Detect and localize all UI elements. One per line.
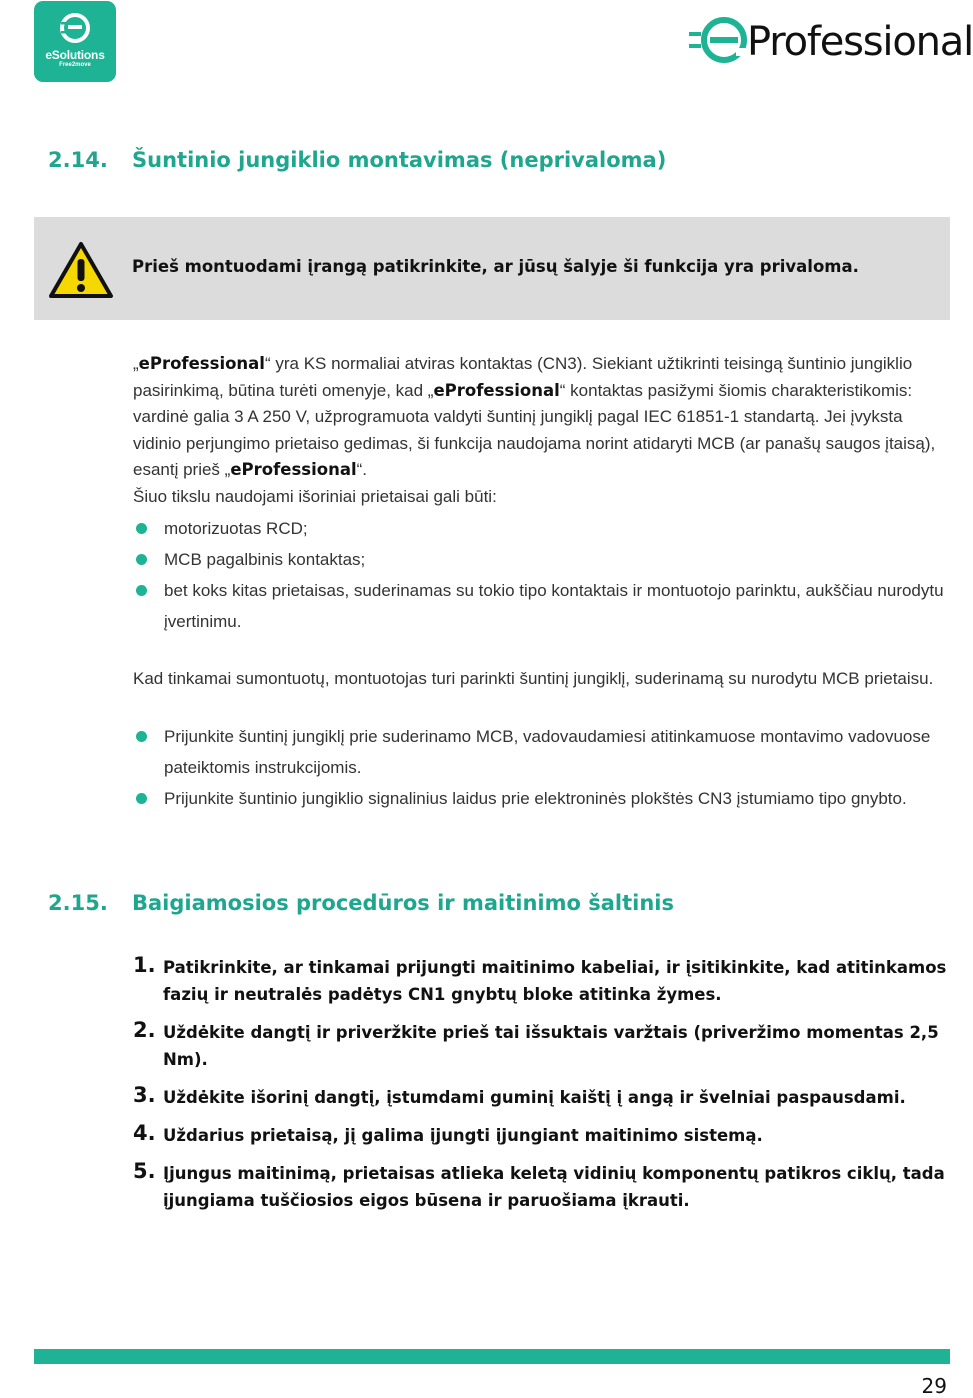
step-item: [133, 954, 948, 1008]
step-item: [133, 1019, 948, 1073]
step-text: Uždėkite išorinį dangtį, įstumdami guminį kaištį į angą ir švelniai paspausdami.: [163, 1088, 906, 1107]
list-item-text: motorizuotas RCD;: [164, 519, 308, 538]
step-text: Įjungus maitinimą, prietaisas atlieka keletą vidinių komponentų patikros ciklų, tada įjungiama tuščiosios eigos būsena ir paruošiama įkrauti.: [163, 1164, 945, 1210]
esolutions-logo: [34, 1, 116, 82]
step-number: 5.: [133, 1159, 156, 1183]
step-text: Uždarius prietaisą, jį galima įjungti įjungiant maitinimo sistemą.: [163, 1126, 763, 1145]
list-item-text: bet koks kitas prietaisas, suderinamas su tokio tipo kontaktais ir montuotojo parinktu, aukščiau nurodytu įvertinimu.: [164, 581, 944, 631]
step-number: 4.: [133, 1121, 156, 1145]
list-item-text: MCB pagalbinis kontaktas;: [164, 550, 366, 569]
quote-open: „: [133, 354, 139, 373]
bullet-dot: [136, 554, 147, 565]
intro-paragraph: [133, 351, 948, 511]
section-number: 2.14.: [48, 148, 108, 172]
step-item: [133, 1160, 948, 1214]
installer-paragraph: Kad tinkamai sumontuotų, montuotojas turi parinkti šuntinį jungiklį, suderinamą su nurodytu MCB prietaisu.: [133, 669, 934, 688]
list-item: [133, 783, 948, 814]
step-number: 1.: [133, 953, 156, 977]
step-text: Patikrinkite, ar tinkamai prijungti maitinimo kabeliai, ir įsitikinkite, kad atitinkamos fazių ir neutralės padėtys CN1 gnybtų bloke atitinka žymes.: [163, 958, 947, 1004]
step-text: Uždėkite dangtį ir priveržkite prieš tai išsuktais varžtais (priveržimo momentas 2,5 Nm).: [163, 1023, 939, 1069]
list-item-text: Prijunkite šuntinio jungiklio signalinius laidus prie elektroninės plokštės CN3 įstumiamo tipo gnybto.: [164, 789, 907, 808]
eprofessional-wordmark: Professional: [747, 19, 973, 65]
list-item-text: Prijunkite šuntinį jungiklį prie suderinamo MCB, vadovaudamiesi atitinkamuose montavimo vadovuose pateiktomis instrukcijomis.: [164, 727, 931, 777]
list-item: [133, 721, 948, 783]
section-title: Baigiamosios procedūros ir maitinimo šaltinis: [132, 891, 674, 915]
plug-e-icon: [686, 14, 750, 66]
esolutions-sub: Free2move: [59, 62, 91, 68]
instruction-list: [133, 721, 948, 814]
bullet-dot: [136, 793, 147, 804]
brand-name: eProfessional: [230, 460, 357, 480]
step-item: [133, 1084, 948, 1111]
para-text: “ kontaktas pasižymi šiomis charakteristikomis: vardinė galia 3 A 250 V, užprogramuota valdyti šuntinį jungiklį pagal IEC 61851-1 standartą. Jei įvyksta vidinio perjungimo prietaiso gedimas, ši funkcija naudojama norint atidaryti MCB (ar panašų saugos įtaisą), esantį prieš „: [133, 380, 936, 480]
warning-box: [34, 217, 950, 320]
bullet-dot: [136, 585, 147, 596]
section-215-heading: [48, 891, 674, 915]
plug-icon: [59, 12, 91, 44]
warning-text: Prieš montuodami įrangą patikrinkite, ar jūsų šalyje ši funkcija yra privaloma.: [132, 257, 859, 276]
list-item: [133, 544, 948, 575]
para-text: “.: [356, 460, 368, 480]
step-item: [133, 1122, 948, 1149]
section-title: Šuntinio jungiklio montavimas (neprivaloma): [132, 148, 667, 172]
esolutions-brand: eSolutions: [45, 48, 105, 62]
para-text: “ yra KS normaliai atviras kontaktas (CN3). Siekiant užtikrinti teisingą šuntinio jungiklio pasirinkimą, būtina turėti omenyje, kad „: [133, 354, 913, 400]
step-number: 2.: [133, 1018, 156, 1042]
eprofessional-logo: [686, 14, 973, 66]
bullet-dot: [136, 523, 147, 534]
section-214-heading: [48, 148, 666, 172]
brand-name: eProfessional: [433, 380, 560, 400]
bullet-dot: [136, 731, 147, 742]
footer-bar: [34, 1349, 950, 1364]
steps-list: [133, 954, 948, 1225]
page-number: 29: [921, 1374, 947, 1398]
para-text: Šiuo tikslu naudojami išoriniai prietaisai gali būti:: [133, 486, 497, 506]
brand-name: eProfessional: [138, 354, 265, 373]
warning-triangle-icon: [48, 241, 114, 299]
list-item: [133, 575, 948, 637]
list-item: [133, 513, 948, 544]
section-number: 2.15.: [48, 891, 108, 915]
device-list: [133, 513, 948, 637]
step-number: 3.: [133, 1083, 156, 1107]
